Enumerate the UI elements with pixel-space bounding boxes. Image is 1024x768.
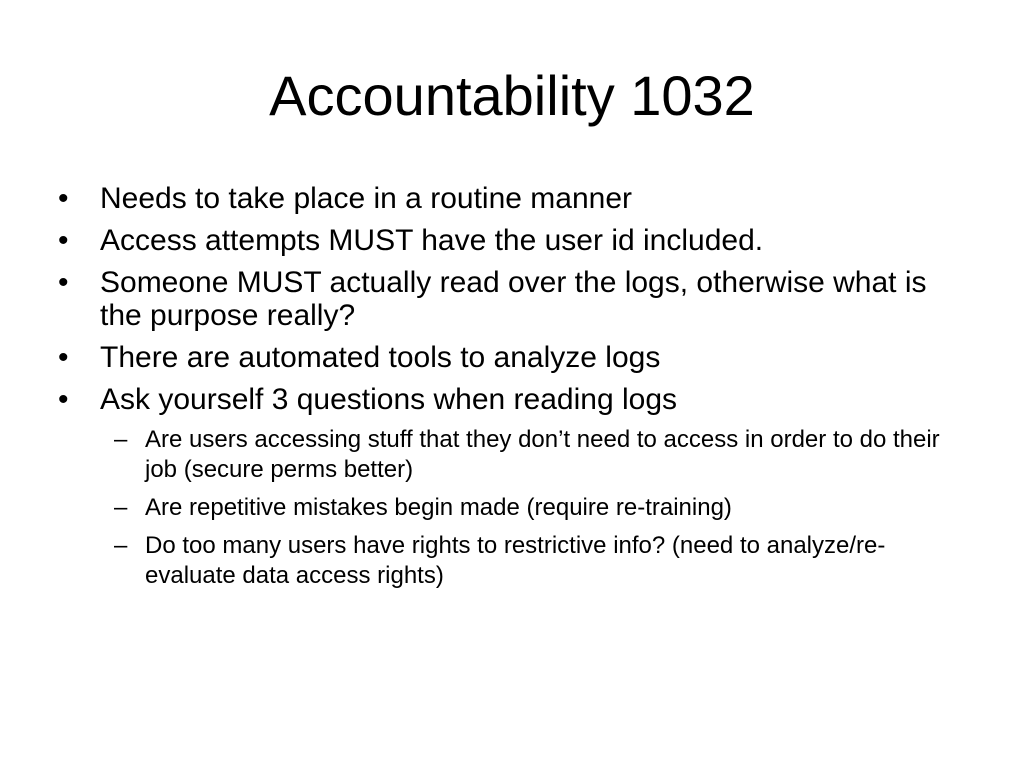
bullet-text: Someone MUST actually read over the logs, otherwise what is the purpose really?: [100, 266, 927, 332]
bullet-marker: •: [58, 224, 69, 257]
sub-bullet-marker: –: [114, 426, 128, 453]
bullet-text: Needs to take place in a routine manner: [100, 182, 632, 215]
bullet-item: [58, 383, 968, 416]
sub-bullet-text: Are repetitive mistakes begin made (require re-training): [145, 494, 732, 521]
sub-bullet-text: Are users accessing stuff that they don’t need to access in order to do their job (secure perms better): [145, 426, 940, 483]
bullet-marker: •: [58, 383, 69, 416]
bullet-text: Access attempts MUST have the user id included.: [100, 224, 764, 257]
slide-content: [58, 182, 968, 599]
bullet-marker: •: [58, 266, 69, 299]
bullet-marker: •: [58, 182, 69, 215]
bullet-item: [58, 224, 968, 257]
bullet-item: [58, 182, 968, 215]
slide-title: Accountability 1032: [269, 64, 755, 127]
bullet-text: There are automated tools to analyze logs: [100, 341, 661, 374]
bullet-item: [58, 266, 968, 332]
bullet-text: Ask yourself 3 questions when reading logs: [100, 383, 678, 416]
sub-bullet-marker: –: [114, 532, 128, 559]
sub-bullet-item: [114, 425, 968, 485]
sub-bullet-item: [114, 493, 968, 523]
bullet-marker: •: [58, 341, 69, 374]
sub-bullet-item: [114, 531, 968, 591]
sub-bullet-text: Do too many users have rights to restrictive info? (need to analyze/re-evaluate data access rights): [145, 532, 886, 589]
sub-bullet-marker: –: [114, 494, 128, 521]
sub-bullet-list: [114, 425, 968, 591]
bullet-item: [58, 341, 968, 374]
